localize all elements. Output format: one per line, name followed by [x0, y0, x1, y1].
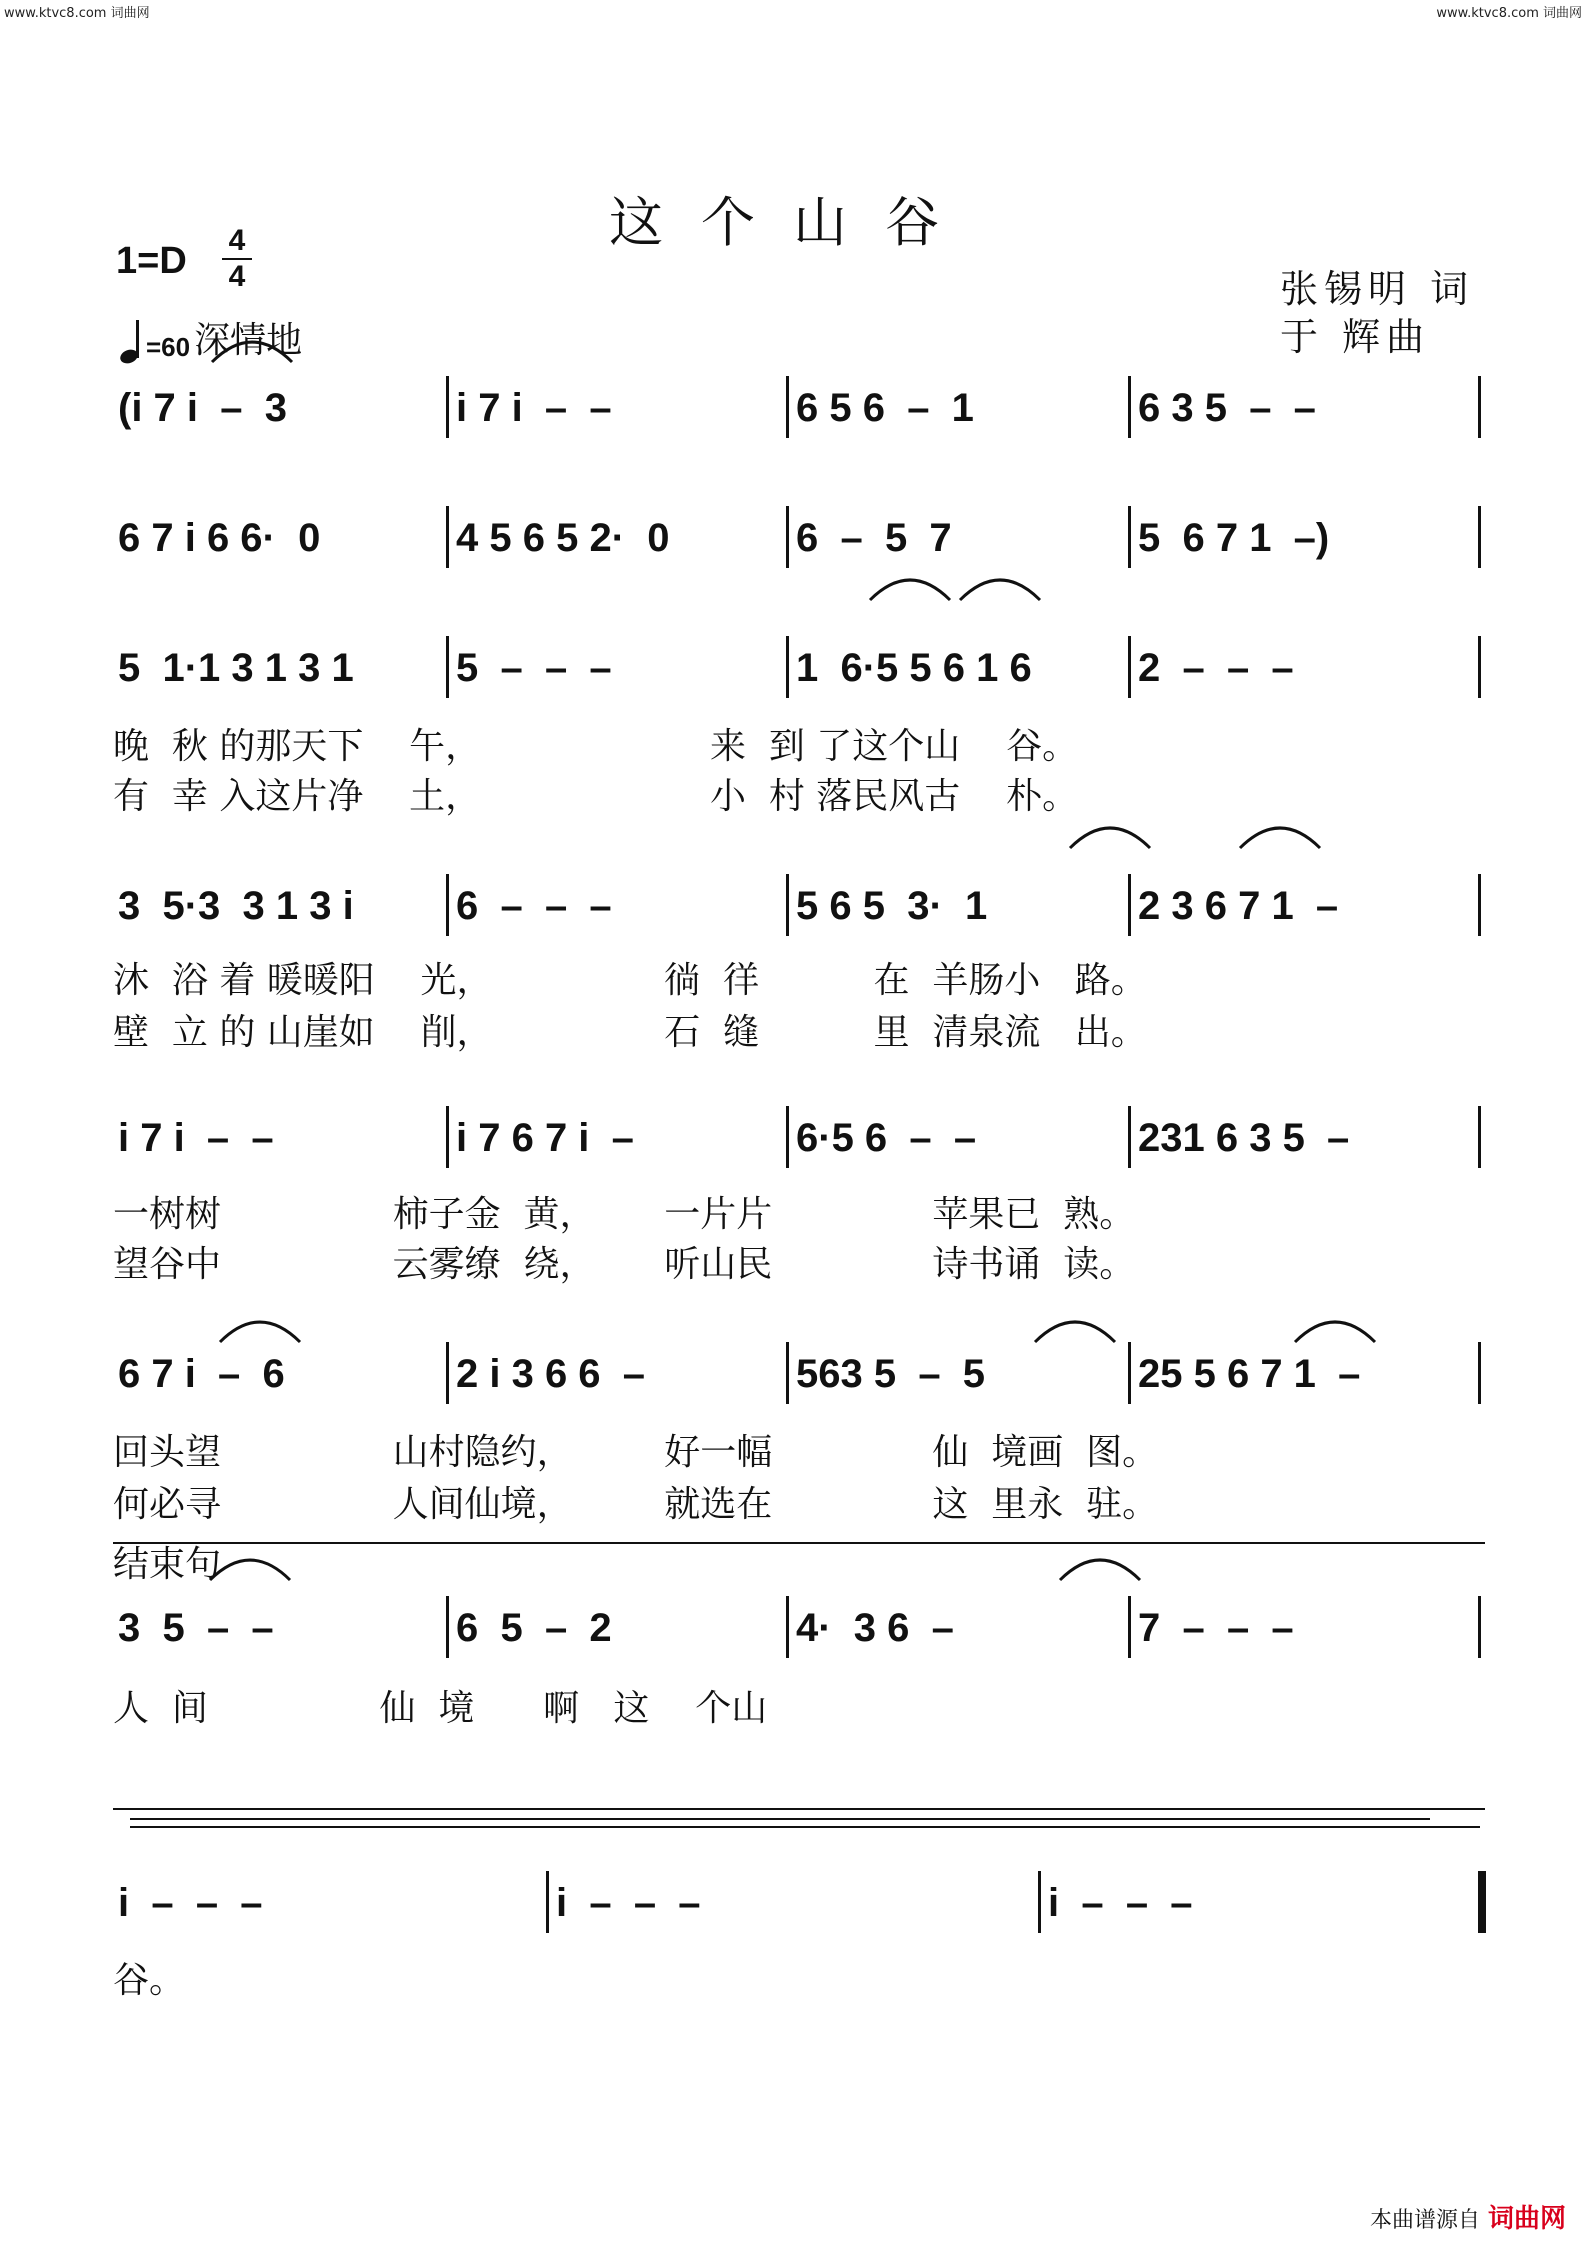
- separator-line: [113, 1808, 1485, 1810]
- measure: [118, 500, 320, 576]
- measure-notes: 6 3 5 – –: [1138, 385, 1316, 430]
- score-row: [0, 1336, 1586, 1416]
- tempo-marking: =60 深情地: [120, 312, 302, 363]
- measure-notes: 5 6 7 1 –): [1138, 515, 1330, 560]
- barline: [446, 1106, 449, 1168]
- lyric-line-verse-2: 有 幸 入这片净 土， 小 村 落民风古 朴。: [113, 776, 1079, 817]
- measure-notes: 6·5 6 – –: [796, 1115, 977, 1160]
- measure-notes: 6 7 i 6 6· 0: [118, 515, 321, 560]
- measure-notes: 2 – – –: [1138, 645, 1294, 690]
- measure-notes: i – – –: [118, 1880, 263, 1925]
- barline: [446, 376, 449, 438]
- barline: [786, 1596, 789, 1658]
- barline: [1128, 1596, 1131, 1658]
- lyric-line-verse-1: 回头望 山村隐约， 好一幅 仙 境画 图。: [113, 1432, 1159, 1473]
- barline: [1128, 376, 1131, 438]
- measure: [118, 370, 287, 446]
- measure-notes: 1 6·5 5 6 1 6: [796, 645, 1032, 690]
- measure: [556, 1865, 701, 1941]
- ending-label: 结束句: [113, 1544, 222, 1585]
- measure-notes: 5 6 5 3· 1: [796, 883, 988, 928]
- measure: [1138, 370, 1316, 446]
- measure-notes: 6 – – –: [456, 883, 612, 928]
- measure-notes: 6 5 6 – 1: [796, 385, 974, 430]
- measure: [118, 1336, 285, 1412]
- barline: [446, 1342, 449, 1404]
- barline: [1478, 874, 1481, 936]
- lyricist-credit: 张锡明 词: [1280, 267, 1475, 311]
- measure: [456, 1336, 645, 1412]
- watermark-left: www.ktvc8.com 词曲网: [4, 6, 150, 21]
- measure-notes: 3 5 – –: [118, 1605, 274, 1650]
- measure: [456, 370, 612, 446]
- slur-arc: [870, 580, 950, 600]
- source-footer: 本曲谱源自 词曲网: [1369, 2204, 1566, 2234]
- barline: [446, 636, 449, 698]
- slur-arc: [1240, 828, 1320, 848]
- measure: [456, 630, 612, 706]
- measure: [1138, 630, 1294, 706]
- barline: [546, 1871, 549, 1933]
- measure: [456, 500, 669, 576]
- barline: [1128, 636, 1131, 698]
- score-row: [0, 500, 1586, 580]
- measure-notes: (i 7 i – 3: [118, 385, 287, 430]
- measure: [456, 868, 612, 944]
- barline: [1128, 1106, 1131, 1168]
- score-row: [0, 370, 1586, 450]
- measure: [118, 1865, 263, 1941]
- barline: [446, 874, 449, 936]
- barline: [1478, 1596, 1481, 1658]
- measure-notes: 5 1·1 3 1 3 1: [118, 645, 354, 690]
- measure-notes: 6 – 5 7: [796, 515, 952, 560]
- key-signature: 1=D: [116, 240, 187, 282]
- measure: [796, 1590, 954, 1666]
- barline: [786, 636, 789, 698]
- barline: [1128, 1342, 1131, 1404]
- final-barline: [1478, 1871, 1486, 1933]
- barline: [786, 874, 789, 936]
- measure: [1048, 1865, 1193, 1941]
- measure: [1138, 1100, 1349, 1176]
- slur-arc: [210, 1560, 290, 1580]
- measure-notes: i 7 i – –: [456, 385, 612, 430]
- measure: [796, 868, 987, 944]
- measure-notes: i – – –: [556, 1880, 701, 1925]
- measure-notes: i 7 6 7 i –: [456, 1115, 634, 1160]
- barline: [786, 376, 789, 438]
- measure-notes: 4 5 6 5 2· 0: [456, 515, 670, 560]
- measure-notes: 231 6 3 5 –: [1138, 1115, 1350, 1160]
- measure: [796, 1100, 976, 1176]
- measure-notes: 7 – – –: [1138, 1605, 1294, 1650]
- score-row: [0, 1865, 1586, 1945]
- measure: [456, 1100, 634, 1176]
- measure: [1138, 868, 1338, 944]
- measure: [118, 1100, 274, 1176]
- footer-brand: 词曲网: [1487, 2204, 1566, 2234]
- measure: [796, 1336, 985, 1412]
- lyric-line-verse-1: 人 间 仙 境 啊 这 个山: [113, 1688, 768, 1729]
- lyric-line-verse-1: 晚 秋 的那天下 午， 来 到 了这个山 谷。: [113, 726, 1079, 767]
- measure-notes: 5 – – –: [456, 645, 612, 690]
- measure-notes: 2 3 6 7 1 –: [1138, 883, 1339, 928]
- lyric-line-verse-2: 望谷中 云雾缭 绕， 听山民 诗书诵 读。: [113, 1244, 1136, 1285]
- slur-arc: [1060, 1560, 1140, 1580]
- measure: [796, 500, 952, 576]
- measure-notes: i – – –: [1048, 1880, 1193, 1925]
- time-signature: 4 4: [222, 226, 252, 292]
- barline: [1038, 1871, 1041, 1933]
- barline: [1478, 1106, 1481, 1168]
- separator-line: [130, 1826, 1480, 1828]
- barline: [446, 1596, 449, 1658]
- watermark-right: www.ktvc8.com 词曲网: [1436, 6, 1582, 21]
- barline: [1128, 874, 1131, 936]
- score-row: [0, 1590, 1586, 1670]
- slur-arc: [1070, 828, 1150, 848]
- lyric-line-verse-1: 沐 浴 着 暖暖阳 光， 徜 徉 在 羊肠小 路。: [113, 960, 1147, 1001]
- song-title: 这个山谷: [609, 191, 977, 254]
- measure-notes: 25 5 6 7 1 –: [1138, 1351, 1361, 1396]
- measure-notes: i 7 i – –: [118, 1115, 274, 1160]
- measure: [1138, 1590, 1294, 1666]
- barline: [786, 506, 789, 568]
- barline: [446, 506, 449, 568]
- lyric-line-verse-1: 谷。: [113, 1960, 186, 2001]
- measure: [456, 1590, 612, 1666]
- measure: [1138, 500, 1329, 576]
- measure: [1138, 1336, 1360, 1412]
- separator-line: [130, 1818, 1430, 1820]
- barline: [1478, 1342, 1481, 1404]
- measure-notes: 4· 3 6 –: [796, 1605, 954, 1650]
- barline: [1128, 506, 1131, 568]
- measure: [118, 1590, 274, 1666]
- barline: [786, 1106, 789, 1168]
- measure-notes: 6 5 – 2: [456, 1605, 612, 1650]
- measure: [796, 630, 1032, 706]
- measure: [796, 370, 974, 446]
- lyric-line-verse-2: 何必寻 人间仙境， 就选在 这 里永 驻。: [113, 1484, 1159, 1525]
- quarter-note-icon: [120, 319, 142, 363]
- lyric-line-verse-1: 一树树 柿子金 黄， 一片片 苹果已 熟。: [113, 1194, 1136, 1235]
- composer-credit: 于 辉曲: [1280, 315, 1431, 359]
- score-row: [0, 630, 1586, 710]
- measure: [118, 868, 354, 944]
- measure: [118, 630, 354, 706]
- separator-line: [113, 1542, 1485, 1544]
- slur-arc: [960, 580, 1040, 600]
- barline: [1478, 376, 1481, 438]
- measure-notes: 2 i 3 6 6 –: [456, 1351, 646, 1396]
- barline: [1478, 506, 1481, 568]
- score-row: [0, 1100, 1586, 1180]
- barline: [1478, 636, 1481, 698]
- barline: [786, 1342, 789, 1404]
- lyric-line-verse-2: 壁 立 的 山崖如 削， 石 缝 里 清泉流 出。: [113, 1012, 1147, 1053]
- measure-notes: 563 5 – 5: [796, 1351, 986, 1396]
- measure-notes: 6 7 i – 6: [118, 1351, 285, 1396]
- measure-notes: 3 5·3 3 1 3 i: [118, 883, 354, 928]
- score-row: [0, 868, 1586, 948]
